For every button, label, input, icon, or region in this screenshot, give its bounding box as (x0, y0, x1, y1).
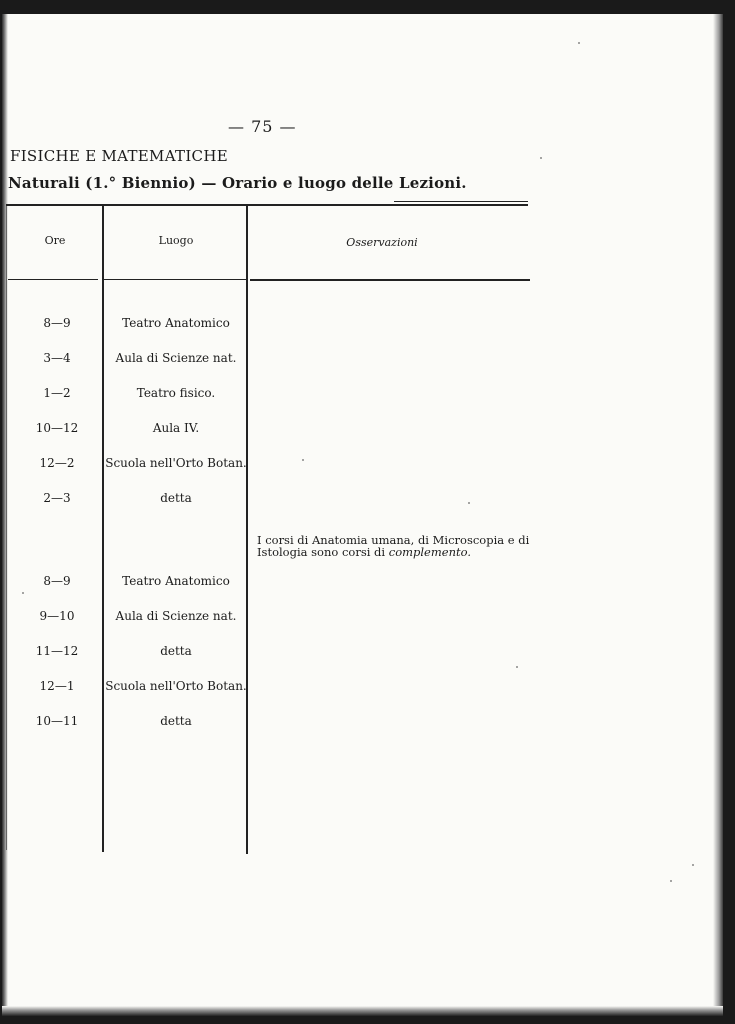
table-row-8-luogo: Aula di Scienze nat. (115, 609, 237, 623)
table-row-5-ore: 12—2 (39, 456, 75, 470)
scan-speck (302, 459, 304, 461)
observation-note-text: I corsi di Anatomia umana, di Microscopia e di Istologia sono corsi di (257, 533, 530, 559)
page-number: — 75 — (228, 117, 297, 136)
table-row-6-luogo: detta (160, 491, 192, 505)
table-top-rule-thin (394, 201, 528, 202)
column-header-osservazioni: Osservazioni (346, 236, 418, 249)
table-row-7-luogo: Teatro Anatomico (122, 574, 230, 588)
table-row-2-ore: 3—4 (43, 351, 71, 365)
table-row-11-luogo: detta (160, 714, 192, 728)
column-header-ore: Ore (44, 234, 66, 247)
table-row-9-ore: 11—12 (35, 644, 79, 658)
table-title: Naturali (1.° Biennio) — Orario e luogo delle Lezioni. (8, 174, 467, 192)
table-row-1-ore: 8—9 (43, 316, 71, 330)
table-row-5-luogo: Scuola nell'Orto Botan. (105, 456, 247, 470)
header-rule-osservazioni (250, 279, 530, 281)
table-row-9-luogo: detta (160, 644, 192, 658)
page-bottom-edge (2, 1006, 723, 1016)
observation-note-emphasis: complemento. (388, 545, 471, 559)
column-divider-2 (246, 206, 248, 854)
table-row-1-luogo: Teatro Anatomico (122, 316, 230, 330)
section-heading: FISICHE E MATEMATICHE (10, 147, 228, 165)
document-page (2, 14, 723, 1016)
table-row-3-ore: 1—2 (43, 386, 71, 400)
column-divider-1 (102, 206, 104, 852)
table-row-10-ore: 12—1 (39, 679, 75, 693)
table-row-8-ore: 9—10 (39, 609, 75, 623)
table-row-6-ore: 2—3 (43, 491, 71, 505)
table-row-2-luogo: Aula di Scienze nat. (115, 351, 237, 365)
table-row-11-ore: 10—11 (35, 714, 79, 728)
scan-speck (692, 864, 694, 866)
page-left-edge (2, 14, 8, 1016)
table-row-4-luogo: Aula IV. (152, 421, 200, 435)
column-header-luogo: Luogo (158, 234, 194, 247)
header-rule-ore (8, 279, 98, 280)
scan-speck (516, 666, 518, 668)
table-left-border (6, 206, 7, 850)
table-row-3-luogo: Teatro fisico. (136, 386, 216, 400)
table-row-10-luogo: Scuola nell'Orto Botan. (105, 679, 247, 693)
scan-speck (540, 157, 542, 159)
table-row-4-ore: 10—12 (35, 421, 79, 435)
scan-speck (22, 592, 24, 594)
observation-note (257, 534, 547, 558)
page-right-edge (713, 14, 723, 1016)
scan-speck (578, 42, 580, 44)
header-rule-luogo (104, 279, 246, 280)
scan-speck (670, 880, 672, 882)
table-row-7-ore: 8—9 (43, 574, 71, 588)
table-top-rule (6, 204, 528, 206)
scan-speck (468, 502, 470, 504)
